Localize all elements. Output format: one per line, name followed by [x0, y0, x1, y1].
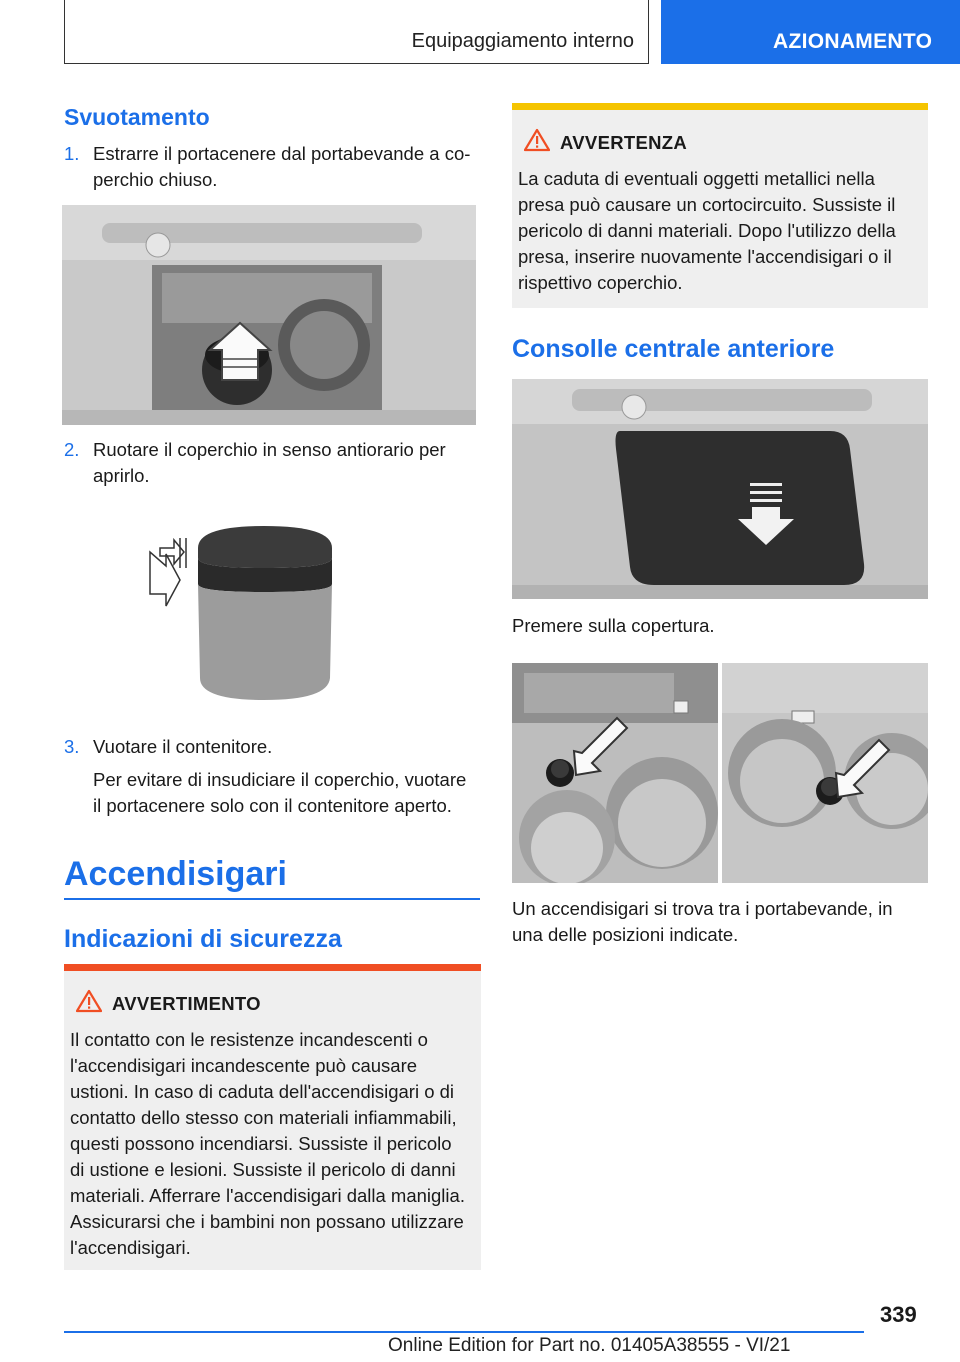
caption-line: Un accendisigari si trova tra i portabevande, in — [512, 898, 893, 919]
caution-box — [512, 103, 928, 308]
warning-text — [70, 1027, 465, 1261]
step-number: 1. — [64, 143, 80, 164]
page-number: 339 — [880, 1302, 917, 1327]
consolle-heading: Consolle centrale anteriore — [512, 335, 835, 363]
step-2 — [64, 437, 484, 489]
lighter-position-left-image — [512, 663, 718, 883]
footer-rule — [64, 1331, 864, 1333]
caution-line: presa può causare un cortocircuito. Sussiste il — [518, 194, 896, 215]
note-line: il portacenere solo con il contenitore aperto. — [93, 795, 452, 816]
ashtray-removal-image — [62, 205, 476, 425]
warning-triangle-icon — [76, 989, 102, 1013]
caption-cover: Premere sulla copertura. — [512, 615, 715, 636]
sicurezza-heading: Indicazioni di sicurezza — [64, 925, 342, 953]
lighter-position-right-image — [722, 663, 928, 883]
section-rule — [64, 898, 480, 900]
note-line: Per evitare di insudiciare il coperchio, vuotare — [93, 769, 467, 790]
step-text-line: Estrarre il portacenere dal portabevande a co- — [93, 143, 471, 164]
warning-line: contatto dello stesso con materiali infiammabili, — [70, 1107, 457, 1128]
warning-line: Il contatto con le resistenze incandescenti o — [70, 1029, 428, 1050]
warning-line: ustioni. In caso di caduta dell'accendisigari o di — [70, 1081, 455, 1102]
footer-edition: Online Edition for Part no. 01405A38555 - VI/21 — [388, 1335, 791, 1356]
warning-line: Assicurarsi che i bambini non possano utilizzare — [70, 1211, 464, 1232]
warning-line: questi possono incendiarsi. Sussiste il pericolo — [70, 1133, 452, 1154]
ashtray-container-image — [140, 518, 340, 706]
warning-line: di ustione e lesioni. Sussiste il pericolo di danni — [70, 1159, 456, 1180]
step-text-line: Ruotare il coperchio in senso antiorario per — [93, 439, 446, 460]
step-text-line: aprirlo. — [93, 465, 150, 486]
step-3-note — [93, 767, 493, 819]
header-section-title: Equipaggiamento interno — [411, 30, 634, 52]
caption-line: una delle posizioni indicate. — [512, 924, 739, 945]
console-cover-image — [512, 379, 928, 599]
step-number: 3. — [64, 736, 80, 757]
warning-line: l'accendisigari. — [70, 1237, 191, 1258]
step-number: 2. — [64, 439, 80, 460]
accendisigari-heading: Accendisigari — [64, 855, 287, 893]
svuotamento-heading: Svuotamento — [64, 104, 210, 130]
warning-title: AVVERTIMENTO — [112, 993, 261, 1014]
header-chapter-title: AZIONAMENTO — [773, 30, 933, 53]
header-section-box — [64, 0, 649, 64]
caution-line: La caduta di eventuali oggetti metallici nella — [518, 168, 875, 189]
step-text-line: perchio chiuso. — [93, 169, 218, 190]
caution-line: pericolo di danni materiali. Dopo l'utilizzo della — [518, 220, 896, 241]
warning-box — [64, 964, 481, 1270]
caution-title: AVVERTENZA — [560, 132, 688, 153]
caution-text — [518, 166, 896, 296]
warning-line: materiali. Afferrare l'accendisigari dalla maniglia. — [70, 1185, 465, 1206]
step-1 — [64, 141, 484, 193]
warning-line: l'accendisigari incandescente può causare — [70, 1055, 418, 1076]
header-chapter-tab[interactable] — [661, 0, 960, 64]
caption-positions — [512, 896, 928, 948]
step-3 — [64, 734, 484, 760]
caution-line: rispettivo coperchio. — [518, 272, 683, 293]
caution-line: presa, inserire nuovamente l'accendisigari o il — [518, 246, 892, 267]
caution-triangle-icon — [524, 128, 550, 152]
step-text-line: Vuotare il contenitore. — [93, 736, 273, 757]
